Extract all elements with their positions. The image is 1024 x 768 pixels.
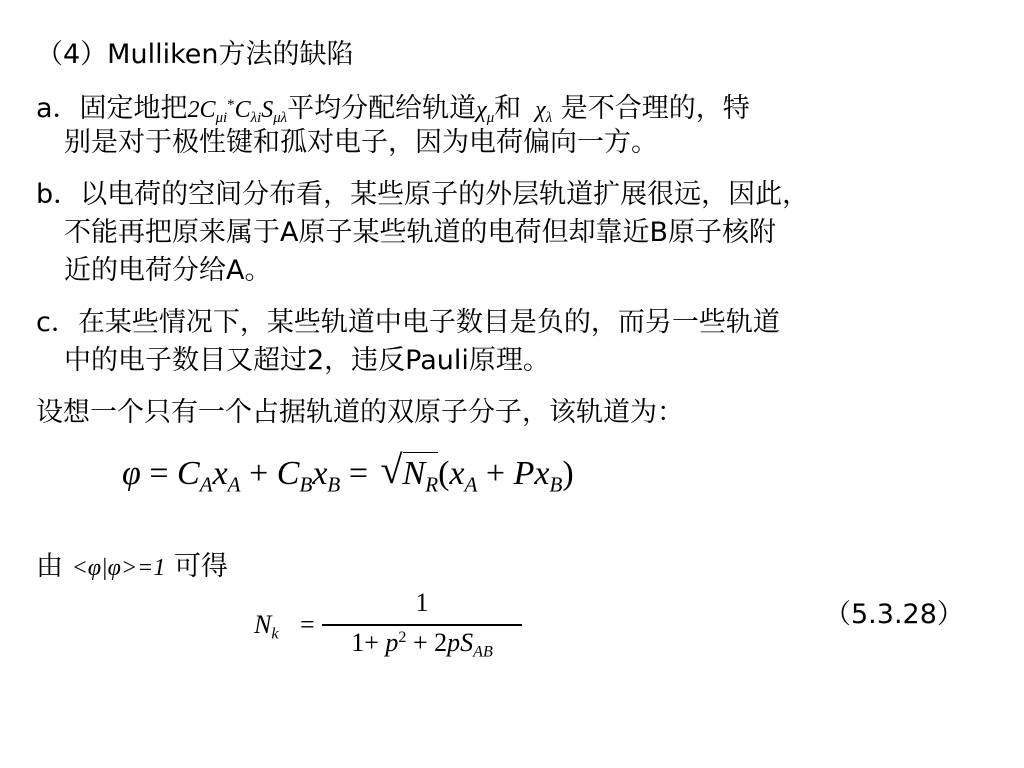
item-b-line-2: 不能再把原来属于A原子某些轨道的电荷但却靠近B原子核附 [64, 217, 776, 248]
item-c-marker: c． [36, 307, 78, 338]
item-a-formula: $2C_{\mu i}^*C_{\lambda i}S_{\mu\lambda}$ [187, 97, 288, 127]
item-a-text-1: 固定地把 [79, 93, 188, 125]
item-a-text-3: 是不合理的，特 [552, 93, 750, 125]
chi-mu-symbol: $\chi_\mu$ [476, 97, 495, 127]
item-b-line-3: 近的电荷分给A。 [64, 255, 272, 286]
normalization-condition: <φ|φ>=1 [71, 555, 166, 581]
section-heading: （4）Mulliken方法的缺陷 [36, 39, 354, 70]
item-a-line-2: 别是对于极性键和孤对电子，因为电荷偏向一方。 [64, 127, 658, 158]
chi-lambda-symbol: $\chi_\lambda$ [535, 97, 553, 127]
item-a-text-2: 平均分配给轨道 [287, 93, 477, 125]
item-b-text-1: 以电荷的空间分布看，某些原子的外层轨道扩展很远，因此， [80, 179, 810, 210]
normalization-prefix: 由 [36, 551, 63, 582]
item-a-marker: a． [36, 93, 80, 125]
nk-equals: = [300, 610, 315, 639]
normalization-line [36, 550, 228, 585]
item-a-and: 和 [494, 93, 522, 125]
orbital-equation: $\varphi = C_Ax_A + C_Bx_B$ = √ $N_R(x_A + Px_B)$ [122, 447, 574, 497]
nk-lhs: $N_k$ [254, 610, 279, 643]
normalization-suffix: 可得 [173, 551, 228, 582]
phi-symbol: φ [122, 455, 141, 492]
fraction-rule [322, 624, 522, 626]
item-c-text-1: 在某些情况下，某些轨道中电子数目是负的，而另一些轨道 [77, 307, 780, 338]
equation-number: （5.3.28） [824, 599, 964, 630]
nk-fraction [322, 588, 522, 668]
sqrt-symbol: √ $N_R$ [380, 447, 439, 497]
fraction-denominator: $1+ p^2 + 2pS_{AB}$ [351, 628, 493, 661]
item-c-line-1 [36, 306, 780, 340]
assumption-text: 设想一个只有一个占据轨道的双原子分子，该轨道为： [36, 397, 684, 428]
item-c-line-2: 中的电子数目又超过2，违反Pauli原理。 [64, 345, 550, 376]
item-b-marker: b． [36, 179, 81, 210]
fraction-numerator: 1 [415, 588, 429, 617]
item-b-line-1 [36, 178, 809, 212]
